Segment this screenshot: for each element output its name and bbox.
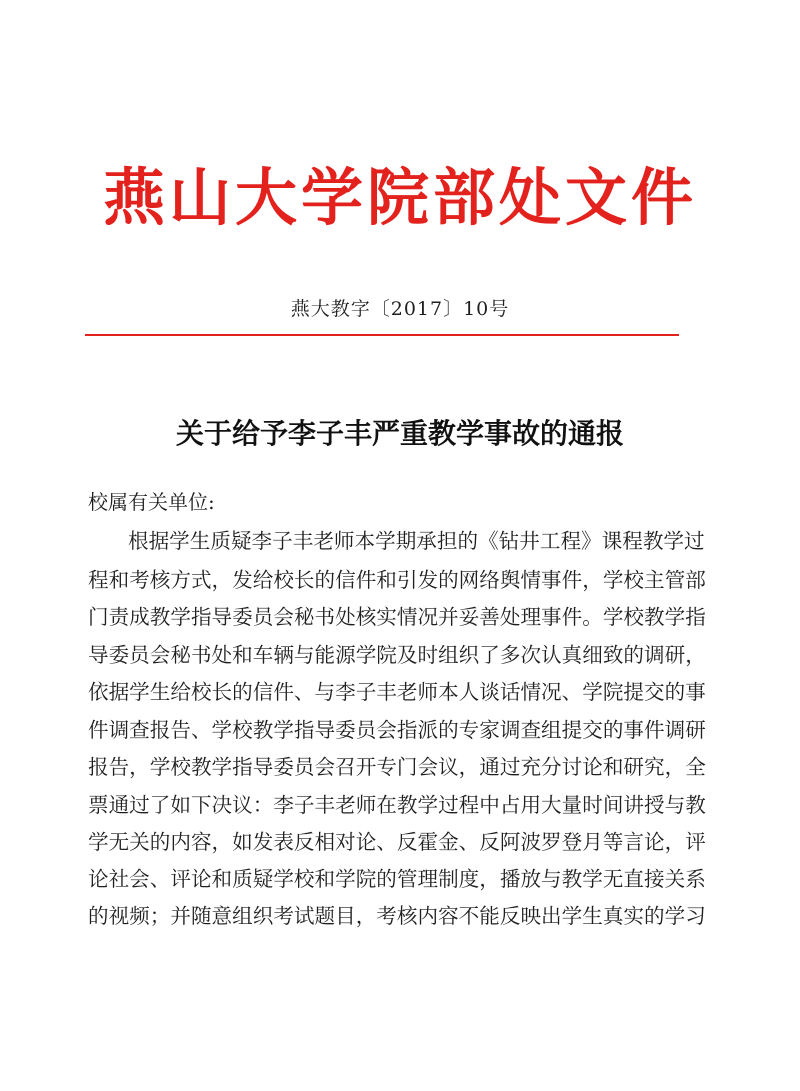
body-line: 程和考核方式，发给校长的信件和引发的网络舆情事件，学校主管部 bbox=[88, 568, 706, 592]
body-line: 根据学生质疑李子丰老师本学期承担的《钻井工程》课程教学过 bbox=[128, 529, 705, 553]
body-line: 论社会、评论和质疑学校和学院的管理制度，播放与教学无直接关系 bbox=[88, 867, 706, 891]
body-line: 学无关的内容，如发表反相对论、反霍金、反阿波罗登月等言论，评 bbox=[88, 830, 706, 854]
masthead-title: 燕山大学院部处文件 bbox=[102, 161, 697, 234]
red-divider-rule bbox=[85, 334, 679, 336]
salutation: 校属有关单位: bbox=[88, 490, 215, 514]
notice-title: 关于给予李子丰严重教学事故的通报 bbox=[175, 417, 624, 450]
body-line: 票通过了如下决议：李子丰老师在教学过程中占用大量时间讲授与教 bbox=[88, 793, 706, 817]
body-line: 门责成教学指导委员会秘书处核实情况并妥善处理事件。学校教学指 bbox=[88, 605, 706, 629]
body-line: 导委员会秘书处和车辆与能源学院及时组织了多次认真细致的调研， bbox=[88, 643, 706, 667]
document-number: 燕大教字〔2017〕10号 bbox=[290, 298, 510, 320]
body-line: 件调查报告、学校教学指导委员会指派的专家调查组提交的事件调研 bbox=[88, 718, 706, 742]
body-line: 依据学生给校长的信件、与李子丰老师本人谈话情况、学院提交的事 bbox=[88, 680, 706, 704]
body-line: 的视频；并随意组织考试题目，考核内容不能反映出学生真实的学习 bbox=[88, 904, 706, 928]
body-line: 报告，学校教学指导委员会召开专门会议，通过充分讨论和研究，全 bbox=[88, 755, 706, 779]
